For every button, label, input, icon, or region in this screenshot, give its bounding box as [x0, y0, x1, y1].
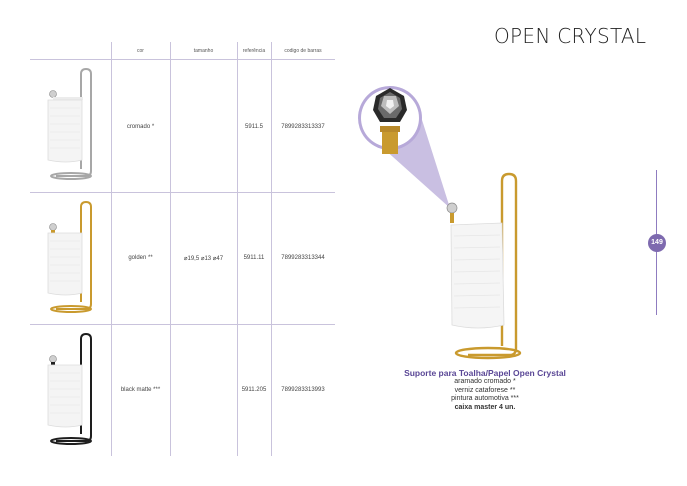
row-1-barcode: 7899283313337: [281, 124, 325, 130]
table-divider: [30, 59, 335, 60]
header-referencia: referência: [242, 48, 266, 54]
header-tamanho: tamanho: [193, 48, 214, 54]
size-value: ⌀19,5 ⌀13 ⌀47: [183, 256, 224, 262]
table-divider: [30, 192, 335, 193]
caption-line-1: aramado cromado *: [454, 378, 516, 385]
product-image-chrome: [36, 64, 106, 188]
caption-line-2: verniz cataforese **: [454, 386, 516, 394]
table-divider: [170, 42, 171, 456]
caption-title: Suporte para Toalha/Papel Open Crystal: [404, 368, 566, 378]
header-codigo: codigo de barras: [284, 48, 322, 54]
table-divider: [111, 42, 112, 456]
row-3-reference: 5911.205: [241, 387, 267, 393]
row-3-barcode: 7899283313993: [281, 387, 325, 393]
product-image-golden: [36, 197, 106, 321]
row-2-barcode: 7899283313344: [281, 255, 325, 261]
table-divider: [237, 42, 238, 456]
header-cor: cor: [137, 48, 144, 54]
table-divider: [30, 324, 335, 325]
page-number-badge: 149: [648, 234, 666, 252]
row-3-color: black matte ***: [120, 387, 161, 393]
page-title: OPEN CRYSTAL: [494, 24, 647, 48]
row-2-reference: 5911.11: [243, 255, 265, 261]
product-caption: [380, 368, 590, 412]
table-divider: [271, 42, 272, 456]
product-image-main: [438, 170, 533, 365]
row-1-color: cromado *: [126, 124, 155, 130]
row-2-color: golden **: [128, 255, 153, 261]
caption-line-4: caixa master 4 un.: [454, 403, 516, 411]
product-image-black: [36, 329, 106, 453]
row-1-reference: 5911.5: [245, 124, 263, 130]
caption-line-3: pintura automotiva ***: [451, 395, 519, 402]
